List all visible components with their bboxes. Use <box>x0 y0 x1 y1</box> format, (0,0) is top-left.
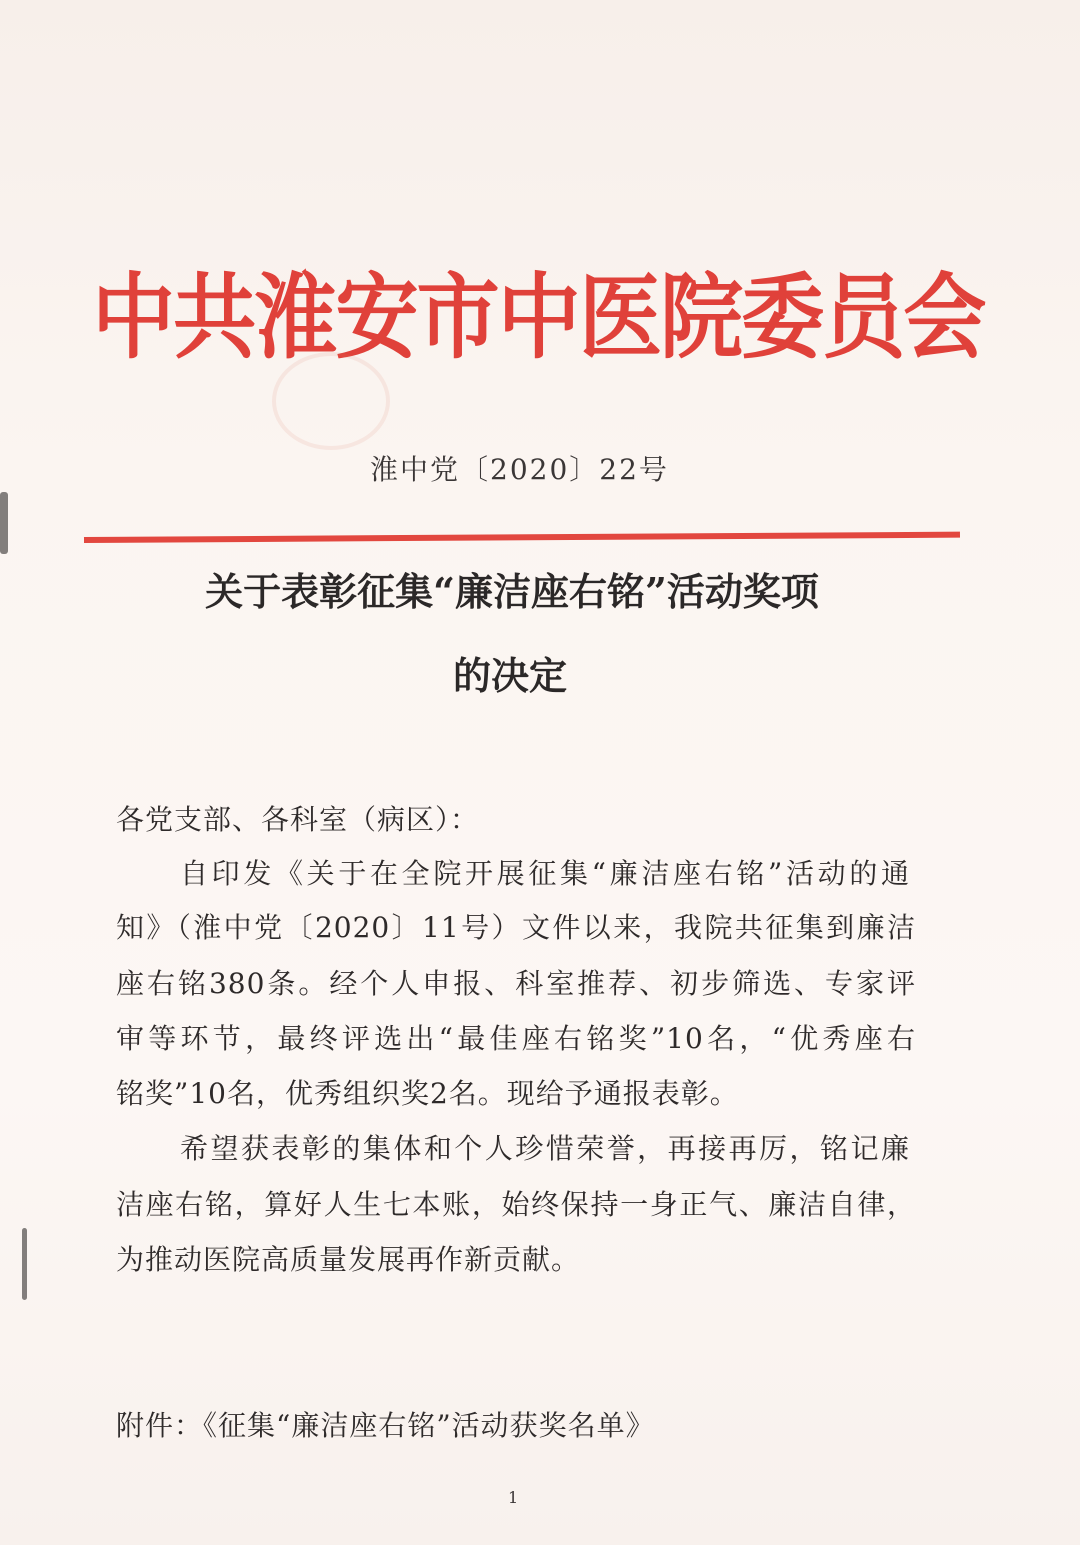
organization-header: 中共淮安市中医院委员会 <box>92 263 985 372</box>
faded-seal-mark <box>272 352 390 450</box>
paragraph-2-line-1: 希望获表彰的集体和个人珍惜荣誉，再接再厉，铭记廉 <box>180 1132 910 1165</box>
paragraph-2-line-2: 洁座右铭，算好人生七本账，始终保持一身正气、廉洁自律， <box>116 1188 916 1221</box>
paragraph-2-line-3: 为推动医院高质量发展再作新贡献。 <box>116 1243 581 1276</box>
binding-mark <box>22 1228 27 1300</box>
document-title-line-1: 关于表彰征集“廉洁座右铭”活动奖项 <box>205 569 819 614</box>
paragraph-1-line-1: 自印发《关于在全院开展征集“廉洁座右铭”活动的通 <box>180 857 910 890</box>
binding-mark <box>0 492 8 554</box>
document-number: 淮中党〔2020〕22号 <box>370 453 669 486</box>
page-number: 1 <box>508 1488 519 1507</box>
salutation: 各党支部、各科室（病区）： <box>116 803 480 836</box>
paragraph-1-line-3: 座右铭380条。经个人申报、科室推荐、初步筛选、专家评 <box>116 967 916 1000</box>
document-title-line-2: 的决定 <box>452 653 567 698</box>
red-divider-line <box>84 532 960 543</box>
paragraph-1-line-4: 审等环节，最终评选出“最佳座右铭奖”10名，“优秀座右 <box>116 1022 916 1055</box>
attachment-note: 附件：《征集“廉洁座右铭”活动获奖名单》 <box>116 1409 655 1442</box>
paragraph-1-line-2: 知》（淮中党〔2020〕11号）文件以来，我院共征集到廉洁 <box>116 911 916 944</box>
paragraph-1-line-5: 铭奖”10名，优秀组织奖2名。现给予通报表彰。 <box>116 1077 739 1110</box>
